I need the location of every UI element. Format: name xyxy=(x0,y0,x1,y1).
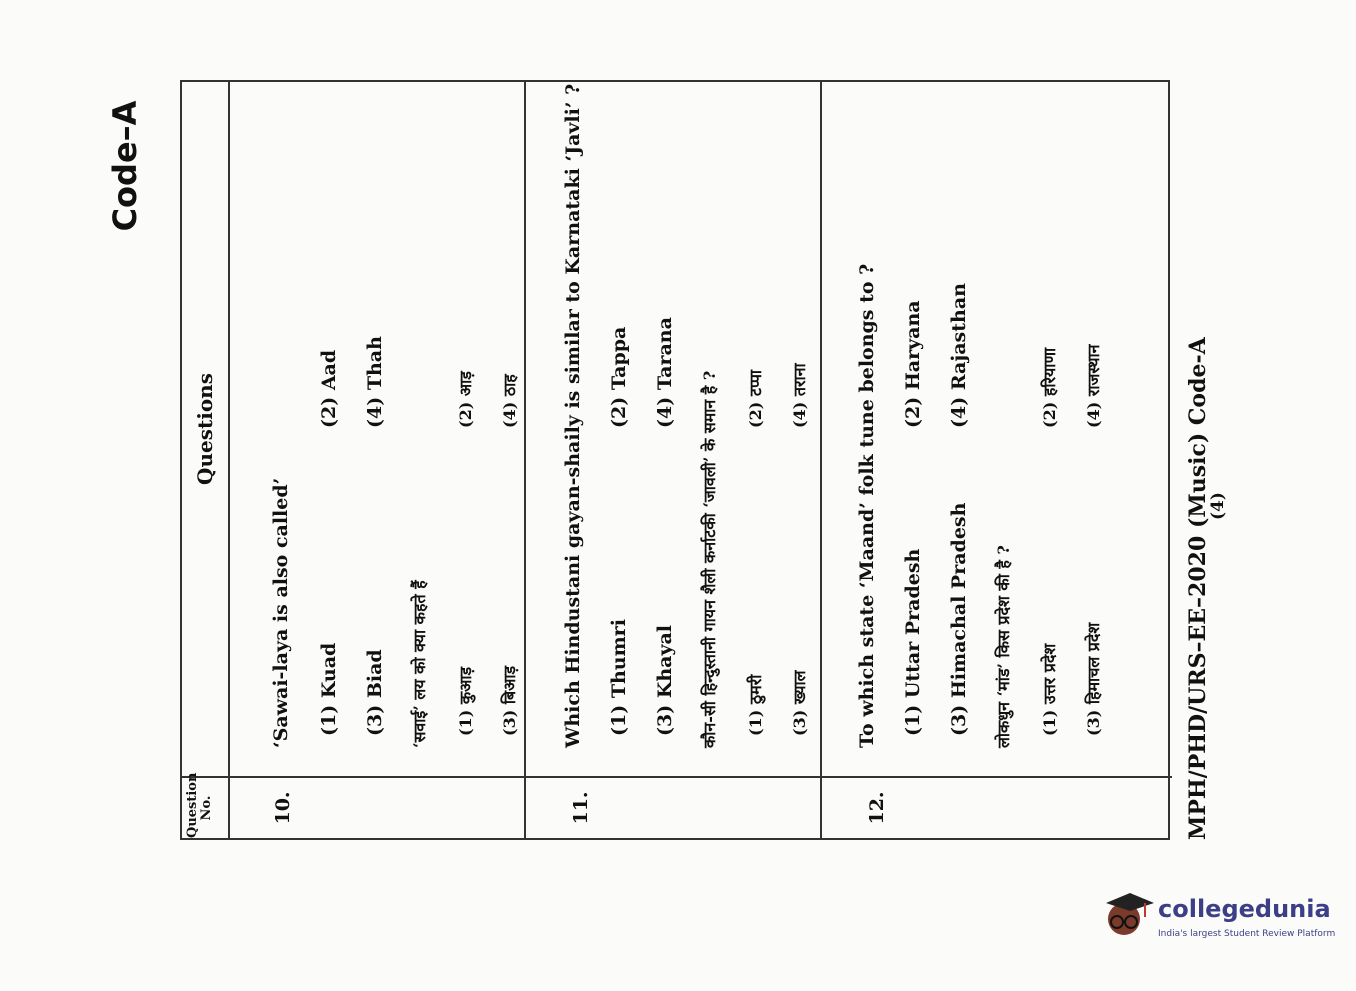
question-text-hi: ‘सवाई’ लय को क्या कहते हैं xyxy=(410,580,429,748)
page-number: (4) xyxy=(1208,492,1228,520)
question-text-en: To which state ‘Maand’ folk tune belongs to ? xyxy=(856,263,878,748)
header-question-no: Question No. xyxy=(182,776,228,838)
code-label: Code–A xyxy=(106,100,144,232)
question-table xyxy=(180,80,1170,840)
brand-tagline: India's largest Student Review Platform xyxy=(1158,929,1336,939)
option-1-en: (1) Kuad xyxy=(318,642,340,736)
option-3-hi: (3) बिआड़ xyxy=(500,665,519,736)
option-2-en: (2) Haryana xyxy=(902,300,924,428)
collegedunia-watermark xyxy=(1100,885,1336,945)
option-3-hi: (3) हिमाचल प्रदेश xyxy=(1084,622,1103,736)
option-1-hi: (1) कुआड़ xyxy=(456,666,475,736)
option-3-hi: (3) ख्याल xyxy=(790,670,809,736)
question-sheet xyxy=(180,80,1228,840)
option-4-en: (4) Tarana xyxy=(654,317,676,428)
option-2-hi: (2) आड़ xyxy=(456,371,475,428)
option-2-hi: (2) टप्पा xyxy=(746,369,765,428)
question-text-en: Which Hindustani gayan-shaily is similar to Karnataki ‘Javli’ ? xyxy=(562,83,584,748)
option-1-hi: (1) ठुमरी xyxy=(746,674,765,736)
question-text-hi: कौन-सी हिन्दुस्तानी गायन शैली कर्नाटकी ‘जावली’ के समान है ? xyxy=(700,370,719,748)
option-1-en: (1) Thumri xyxy=(608,619,630,736)
question-number: 12. xyxy=(822,776,1172,838)
collegedunia-logo-icon xyxy=(1100,885,1156,941)
option-3-en: (3) Himachal Pradesh xyxy=(948,502,970,736)
option-1-hi: (1) उत्तर प्रदेश xyxy=(1040,643,1059,736)
question-text-en: ‘Sawai-laya is also called’ xyxy=(270,477,292,748)
option-4-hi: (4) ठाह xyxy=(500,374,519,428)
option-3-en: (3) Biad xyxy=(364,649,386,736)
question-row-12 xyxy=(822,82,1172,838)
option-2-en: (2) Aad xyxy=(318,349,340,428)
question-row-10 xyxy=(228,82,526,838)
question-number: 10. xyxy=(228,776,524,838)
option-2-en: (2) Tappa xyxy=(608,326,630,428)
option-1-en: (1) Uttar Pradesh xyxy=(902,548,924,736)
option-4-en: (4) Rajasthan xyxy=(948,283,970,428)
option-2-hi: (2) हरियाणा xyxy=(1040,347,1059,428)
question-number: 11. xyxy=(526,776,820,838)
option-4-hi: (4) राजस्थान xyxy=(1084,344,1103,428)
header-questions: Questions xyxy=(193,373,217,485)
question-row-11 xyxy=(526,82,822,838)
table-header xyxy=(182,82,230,838)
brand-name: collegedunia xyxy=(1158,895,1331,923)
question-text-hi: लोकधुन ‘मांड’ किस प्रदेश की है ? xyxy=(994,545,1013,748)
option-3-en: (3) Khayal xyxy=(654,624,676,736)
option-4-en: (4) Thah xyxy=(364,336,386,428)
footer-code: MPH/PHD/URS–EE–2020 (Music) Code-A xyxy=(1185,337,1211,840)
option-4-hi: (4) तराना xyxy=(790,363,809,428)
